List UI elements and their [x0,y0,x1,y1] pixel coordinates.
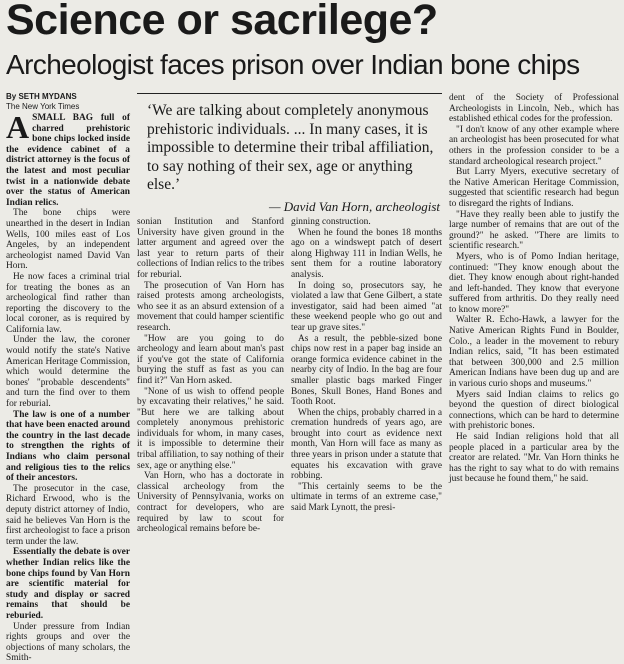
article-paragraph: In doing so, prosecutors say, he violated a law that Gene Gilbert, a state investigator, said had been aimed "at these weekend people who go out and tear up grave sites." [291,280,442,333]
article-column-1 [6,109,130,664]
article-paragraph: "This certainly seems to be the ultimate in terms of an extreme case," said Mark Lynott, the presi- [291,481,442,514]
article-paragraph: "Have they really been able to justify the large number of remains that are out of the ground?" he asked. "There are limits to scientific research." [449,209,619,252]
article-paragraph: ginning construction. [291,217,371,227]
article-paragraph: Myers, who is of Pomo Indian heritage, continued: "They know enough about the diet. They know enough about right-handed and left-handed. They know that everyone suffered from arthritis. Do they really need to know more?" [449,251,619,315]
article-paragraph: Under the law, the coroner would notify the state's Native American Heritage Commission, which would determine the bones' "probable descendents" and turn the find over to them for reburial. [6,335,130,410]
article-paragraph: The prosecutor in the case, Richard Erwood, who is the deputy district attorney of Indio, said he believes Van Horn is the first archeologist to face a prison term under the law. [6,483,130,547]
drop-cap: A [6,109,30,145]
article-paragraph: "I don't know of any other example where an archeologist has been prosecuted for what others in the profession consider to be a standard archeological research project." [449,124,619,167]
article-paragraph: sonian Institution and Stanford University have given ground in the latter argument and agreed over the last year to return parts of their collections of Indian relics to the tribes for reburial. [137,217,284,280]
article-paragraph: When the chips, probably charred in a cremation hundreds of years ago, are brought into court as evidence next month, Van Horn will face as many as three years in prison under a statute that equates his excavation with grave robbing. [291,407,442,482]
headline: Science or sacrilege? [6,0,438,44]
article-column-3 [291,217,442,567]
article-paragraph: He now faces a criminal trial for treating the bones as an archeological find rather than reporting the discovery to the local coroner, as is required by California law. [6,271,130,335]
article-paragraph: As a result, the pebble-sized bone chips now rest in a paper bag inside an orange formica evidence cabinet in the nearby city of Indio. In the bag are four smaller plastic bags marked Finger Bones, Skull Bones, Hand Bones and Tooth Root. [291,333,442,408]
subheadline: Archeologist faces prison over Indian bone chips [6,49,580,80]
article-paragraph: ASMALL BAG full of charred prehistoric bone chips locked inside the evidence cabinet of a district attorney is the focus of the latest and most peculiar twist in a nationwide debate over the status of American Indian relics. [6,109,130,208]
pull-quote-text: ‘We are talking about completely anonymous prehistoric individuals. ... In many cases, it is impossible to determine their tribal affiliation, to say nothing of their sex, age or anything else.’ [147,102,434,193]
article-column-4 [449,93,619,567]
article-paragraph: The law is one of a number that have been enacted around the country in the last decade to strengthen the rights of Indians who claim personal and religious ties to the relics of their ancestors. [6,409,130,484]
article-column-2 [137,217,284,567]
byline-author: By SETH MYDANS [6,92,77,101]
byline-source: The New York Times [6,102,80,111]
pull-quote [137,93,442,212]
article-paragraph: Van Horn, who has a doctorate in classical archeology from the University of Pennsylvania, works on contract for developers, who are required by law to scout for archeological remains before be- [137,471,284,535]
article-paragraph: But Larry Myers, executive secretary of the Native American Heritage Commission, suggested that scientific research had begun to disregard the rights of Indians. [449,167,619,209]
article-paragraph: Essentially the debate is over whether Indian relics like the bone chips found by Van Horn are scientific material for study and display or sacred remains that should be reburied. [6,547,130,621]
article-paragraph: dent of the Society of Professional Archeologists in Lincoln, Neb., which has established ethical codes for the profession. [449,93,619,125]
pull-quote-attribution: — David Van Horn, archeologist [268,198,440,214]
article-paragraph: "How are you going to do archeology and learn about man's past if you've got the state of California burying the stuff as fast as you can find it?" Van Horn asked. [137,333,284,386]
article-paragraph: He said Indian religions hold that all people placed in a particular area by the creator are related. "Mr. Van Horn thinks he has the right to say what to do with remains just because he found them," he said. [449,432,619,485]
article-paragraph: Myers said Indian claims to relics go beyond the question of direct biological connections, which can be hard to determine with prehistoric bones. [449,389,619,432]
article-paragraph: The bone chips were unearthed in the desert in Indian Wells, 100 miles east of Los Angeles, by an independent archeologist named David Van Horn. [6,208,130,272]
article-paragraph: When he found the bones 18 months ago on a windswept patch of desert along Highway 111 in Indian Wells, he sent them for a routine laboratory analysis. [291,227,442,280]
article-paragraph: "None of us wish to offend people by excavating their relatives," he said. "But here we are talking about completely anonymous prehistoric individuals for whom, in many cases, it is impossible to determine their tribal affiliation, to say nothing of their sex, age or anything else." [137,386,284,471]
article-paragraph: Under pressure from Indian rights groups and over the objections of many scholars, the Smith- [6,621,130,664]
article-paragraph: The prosecution of Van Horn has raised protests among archeologists, who see it as an absurd extension of a movement that could hamper scientific research. [137,280,284,333]
article-paragraph: Walter R. Echo-Hawk, a lawyer for the Native American Rights Fund in Boulder, Colo., a leader in the movement to rebury Indian relics, said, "It has been estimated that between 300,000 and 2.5 million American Indians have been dug up and are in various curio shops and museums." [449,315,619,390]
